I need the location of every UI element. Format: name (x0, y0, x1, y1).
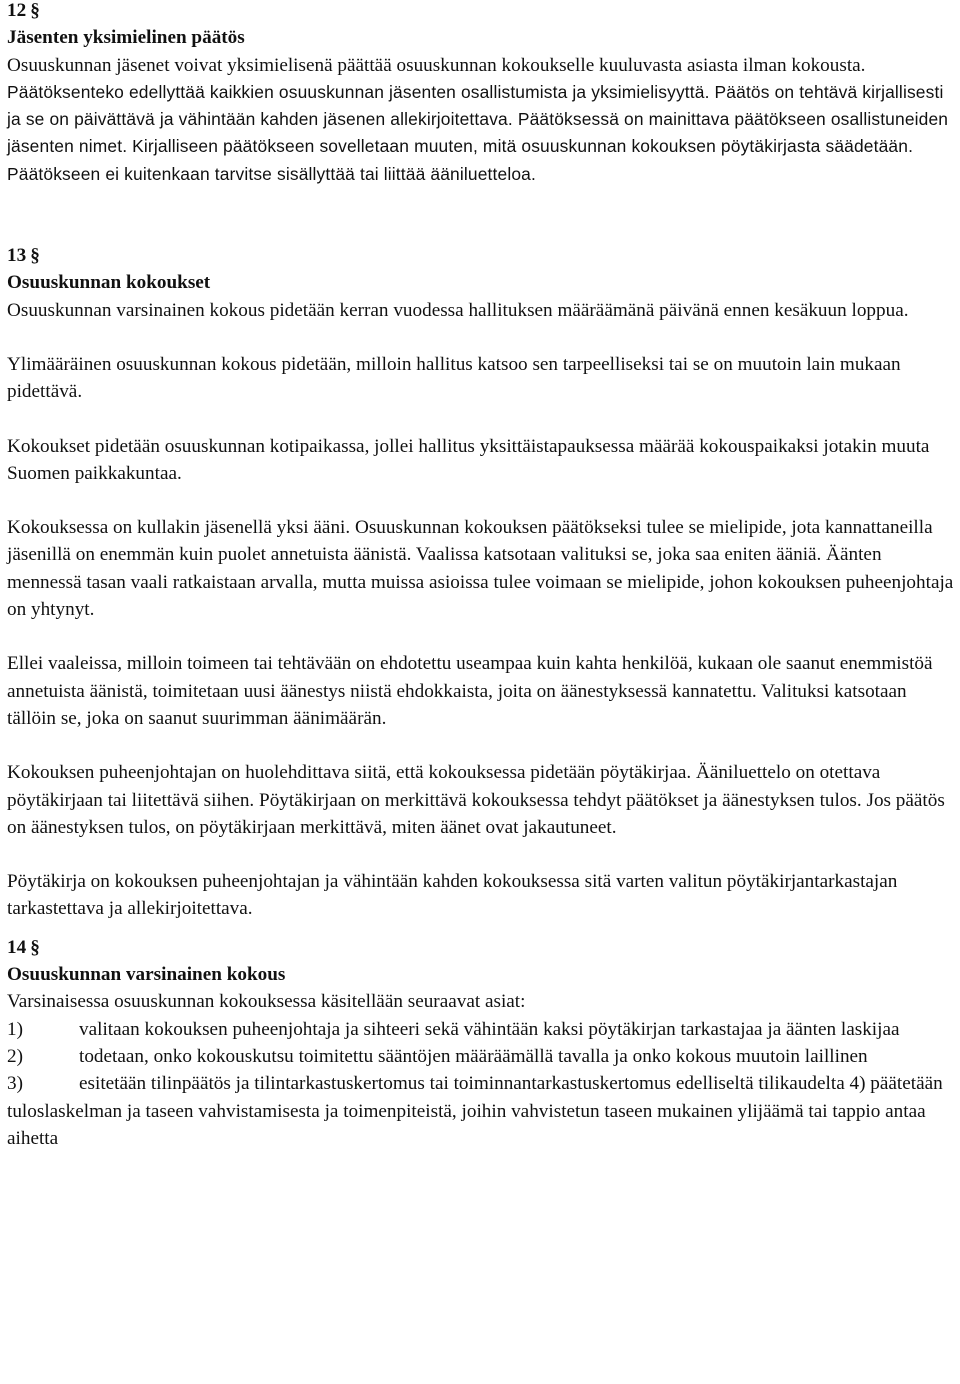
section-13-paragraph-5: Ellei vaaleissa, milloin toimeen tai tehtävään on ehdotettu useampaa kuin kahta henkilöä, kukaan ole saanut enemmistöä annetuista äänistä, toimitetaan uusi äänestys niistä ehdokkaista, joita on äänestyksessä kannatettu. Valituksi katsotaan tällöin se, joka on saanut suurimman äänimäärän. (7, 653, 933, 729)
list-item-number: 3) (7, 1073, 23, 1095)
section-12-title: Jäsenten yksimielinen päätös (7, 27, 245, 49)
section-14-number-text: 14 (7, 936, 27, 958)
list-item-text: esitetään tilinpäätös ja tilintarkastuskertomus tai toiminnantarkastuskertomus edelliseltä tilikaudelta 4) päätetään tuloslaskelman ja taseen vahvistamisesta ja toimenpiteistä, joihin vahvistetun taseen mukainen ylijäämä tai tappio antaa aihetta (7, 1073, 943, 1149)
section-14-intro: Varsinaisessa osuuskunnan kokouksessa käsitellään seuraavat asiat: (7, 991, 526, 1013)
section-13-title: Osuuskunnan kokoukset (7, 272, 211, 294)
document-page (7, 0, 957, 1152)
section-12-number (7, 0, 957, 24)
section-12-paragraph-1: Osuuskunnan jäsenet voivat yksimielisenä päättää osuuskunnan kokoukselle kuuluvasta asiasta ilman kokousta. (7, 54, 866, 76)
section-13-paragraph-6: Kokouksen puheenjohtajan on huolehdittava siitä, että kokouksessa pidetään pöytäkirjaa. Ääniluettelo on otettava pöytäkirjaan tai liitettävä siihen. Pöytäkirjaan on merkittävä kokouksessa tehdyt päätökset ja äänestyksen tulos. Jos päätös on äänestyksen tulos, on pöytäkirjaan merkittävä, miten äänet ovat jakautuneet. (7, 762, 945, 838)
section-12-number-text: 12 (7, 0, 27, 21)
section-13-paragraph-1: Osuuskunnan varsinainen kokous pidetään kerran vuodessa hallituksen määräämänä päivänä ennen kesäkuun loppua. (7, 299, 909, 321)
list-item-text: todetaan, onko kokouskutsu toimitettu sääntöjen määräämällä tavalla ja onko kokous muutoin laillinen (79, 1045, 868, 1067)
list-item-text: valitaan kokouksen puheenjohtaja ja sihteeri sekä vähintään kaksi pöytäkirjan tarkastajaa ja äänten laskijaa (79, 1018, 900, 1040)
section-13-number-text: 13 (7, 245, 27, 267)
list-item (7, 1016, 957, 1043)
list-item (7, 1070, 957, 1152)
list-item-number: 1) (7, 1018, 23, 1040)
section-13-paragraph-2: Ylimääräinen osuuskunnan kokous pidetään, milloin hallitus katsoo sen tarpeelliseksi tai se on muutoin lain mukaan pidettävä. (7, 353, 901, 403)
section-symbol: § (30, 0, 40, 21)
section-14-number (7, 934, 957, 961)
section-14-title: Osuuskunnan varsinainen kokous (7, 964, 286, 986)
list-item-number: 2) (7, 1045, 23, 1067)
section-13-paragraph-4: Kokouksessa on kullakin jäsenellä yksi ääni. Osuuskunnan kokouksen päätökseksi tulee se mielipide, jota kannattaneilla jäsenillä on enemmän kuin puolet annetuista äänistä. Vaalissa katsotaan valituksi se, joka saa eniten ääniä. Äänten mennessä tasan vaali ratkaistaan arvalla, mutta muissa asioissa tulee voimaan se mielipide, johon kokouksen puheenjohtaja on yhtynyt. (7, 517, 954, 621)
section-12-paragraph-2: Päätöksenteko edellyttää kaikkien osuuskunnan jäsenten osallistumista ja yksimielisyyttä. Päätös on tehtävä kirjallisesti ja se on päivättävä ja vähintään kahden jäsenen allekirjoitettava. Päätöksessä on mainittava päätökseen osallistuneiden jäsenten nimet. Kirjalliseen päätökseen sovelletaan muuten, mitä osuuskunnan kokouksen pöytäkirjasta säädetään. Päätökseen ei kuitenkaan tarvitse sisällyttää tai liittää ääniluetteloa. (7, 81, 949, 184)
list-item (7, 1043, 957, 1070)
section-13-paragraph-3: Kokoukset pidetään osuuskunnan kotipaikassa, jollei hallitus yksittäistapauksessa määrää kokouspaikaksi jotakin muuta Suomen paikkakuntaa. (7, 435, 930, 484)
section-symbol: § (30, 245, 40, 267)
section-13-paragraph-7: Pöytäkirja on kokouksen puheenjohtajan ja vähintään kahden kokouksessa sitä varten valitun pöytäkirjantarkastajan tarkastettava ja allekirjoitettava. (7, 871, 898, 920)
section-13-number (7, 242, 957, 269)
section-symbol: § (30, 936, 40, 958)
